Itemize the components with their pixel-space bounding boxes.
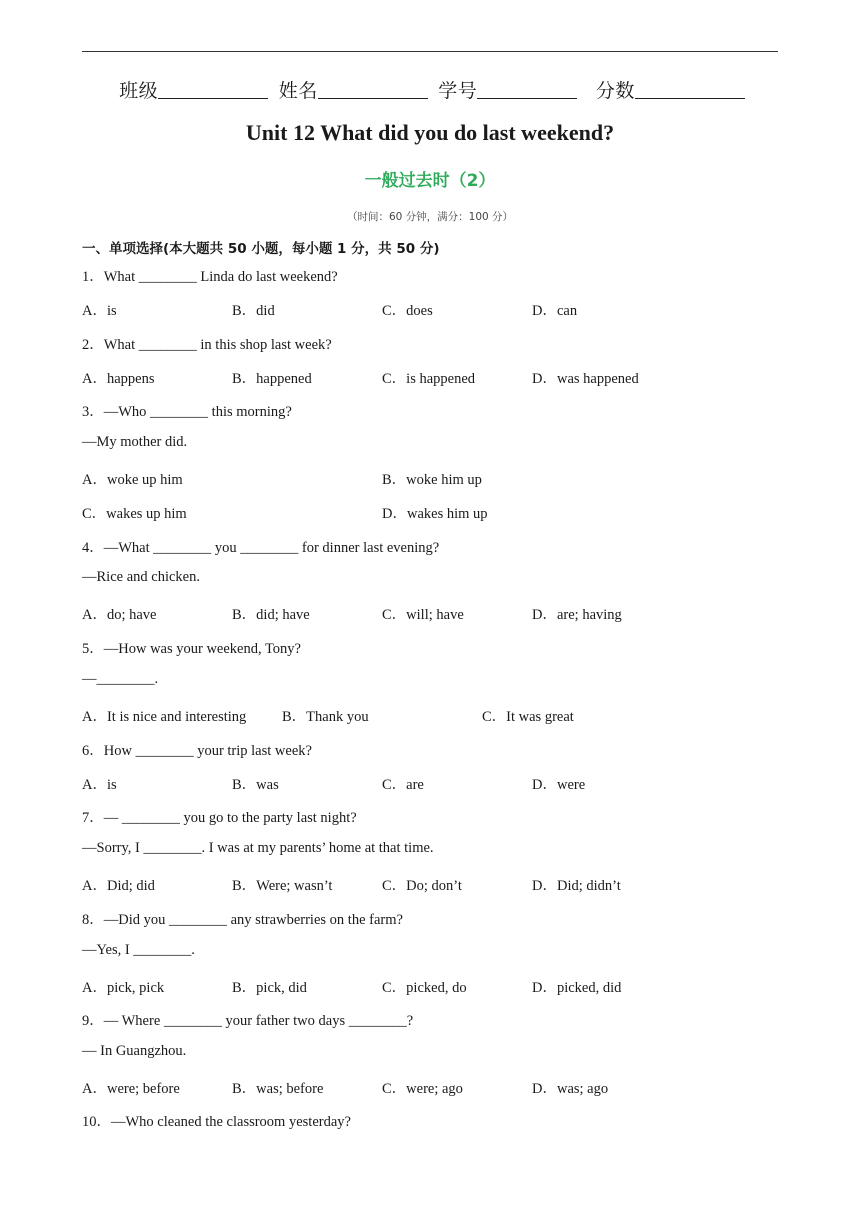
option-b[interactable]: B．was; before: [232, 1081, 324, 1097]
option-c[interactable]: C．wakes up him: [82, 506, 187, 522]
option-c[interactable]: C．Do; don’t: [382, 878, 462, 894]
score-blank[interactable]: [635, 80, 745, 99]
option-a[interactable]: A．were; before: [82, 1081, 180, 1097]
option-d[interactable]: D．picked, did: [532, 980, 622, 996]
question-answer-line: —Rice and chicken.: [82, 569, 200, 585]
question-stem: 8．—Did you ________ any strawberries on the farm?: [82, 912, 403, 928]
question-stem: 2．What ________ in this shop last week?: [82, 337, 332, 353]
student-id-label: 学号: [438, 80, 478, 102]
page-subtitle: 一般过去时（2）: [364, 171, 496, 191]
question-stem: 4．—What ________ you ________ for dinner last evening?: [82, 540, 440, 556]
question-answer-line: —________.: [82, 671, 159, 687]
page-title: Unit 12 What did you do last weekend?: [245, 120, 615, 145]
option-a[interactable]: A．is: [82, 777, 117, 793]
option-c[interactable]: C．were; ago: [382, 1081, 463, 1097]
class-label: 班级: [119, 80, 159, 102]
question-answer-line: —Sorry, I ________. I was at my parents’ home at that time.: [82, 840, 434, 856]
option-a[interactable]: A．happens: [82, 371, 155, 387]
option-b[interactable]: B．pick, did: [232, 980, 307, 996]
exam-meta: （时间：60 分钟，满分：100 分）: [346, 211, 514, 223]
question-stem: 5．—How was your weekend, Tony?: [82, 641, 301, 657]
option-c[interactable]: C．picked, do: [382, 980, 467, 996]
option-d[interactable]: D．was happened: [532, 371, 639, 387]
option-b[interactable]: B．did; have: [232, 607, 310, 623]
student-info-line: [0, 76, 860, 103]
class-blank[interactable]: [158, 80, 268, 99]
option-b[interactable]: B．Were; wasn’t: [232, 878, 333, 894]
top-rule: [82, 51, 778, 52]
question-stem: 6．How ________ your trip last week?: [82, 743, 312, 759]
option-d[interactable]: D．are; having: [532, 607, 622, 623]
score-label: 分数: [595, 80, 635, 102]
question-answer-line: —My mother did.: [82, 434, 188, 450]
question-stem: 9．— Where ________ your father two days ________?: [82, 1013, 414, 1029]
question-stem: 1．What ________ Linda do last weekend?: [82, 269, 338, 285]
option-b[interactable]: B．woke him up: [382, 472, 482, 488]
question-stem: 3．—Who ________ this morning?: [82, 404, 292, 420]
option-a[interactable]: A．Did; did: [82, 878, 155, 894]
option-b[interactable]: B．happened: [232, 371, 312, 387]
section-title: 一、单项选择(本大题共 50 小题，每小题 1 分，共 50 分): [82, 241, 440, 257]
name-blank[interactable]: [318, 80, 428, 99]
option-d[interactable]: D．was; ago: [532, 1081, 609, 1097]
option-c[interactable]: C．It was great: [482, 709, 574, 725]
option-a[interactable]: A．woke up him: [82, 472, 183, 488]
name-label: 姓名: [278, 80, 318, 102]
option-a[interactable]: A．pick, pick: [82, 980, 165, 996]
student-id-blank[interactable]: [477, 80, 577, 99]
option-c[interactable]: C．does: [382, 303, 433, 319]
option-c[interactable]: C．is happened: [382, 371, 476, 387]
option-a[interactable]: A．It is nice and interesting: [82, 709, 247, 725]
option-a[interactable]: A．do; have: [82, 607, 157, 623]
option-c[interactable]: C．are: [382, 777, 424, 793]
option-d[interactable]: D．were: [532, 777, 586, 793]
option-a[interactable]: A．is: [82, 303, 117, 319]
question-answer-line: — In Guangzhou.: [82, 1043, 187, 1059]
question-answer-line: —Yes, I ________.: [82, 942, 195, 958]
option-d[interactable]: D．Did; didn’t: [532, 878, 621, 894]
question-stem: 10．—Who cleaned the classroom yesterday?: [82, 1114, 351, 1130]
option-c[interactable]: C．will; have: [382, 607, 464, 623]
option-b[interactable]: B．did: [232, 303, 275, 319]
question-stem: 7．— ________ you go to the party last night?: [82, 810, 357, 826]
option-b[interactable]: B．was: [232, 777, 279, 793]
option-b[interactable]: B．Thank you: [282, 709, 369, 725]
option-d[interactable]: D．wakes him up: [382, 506, 488, 522]
option-d[interactable]: D．can: [532, 303, 578, 319]
